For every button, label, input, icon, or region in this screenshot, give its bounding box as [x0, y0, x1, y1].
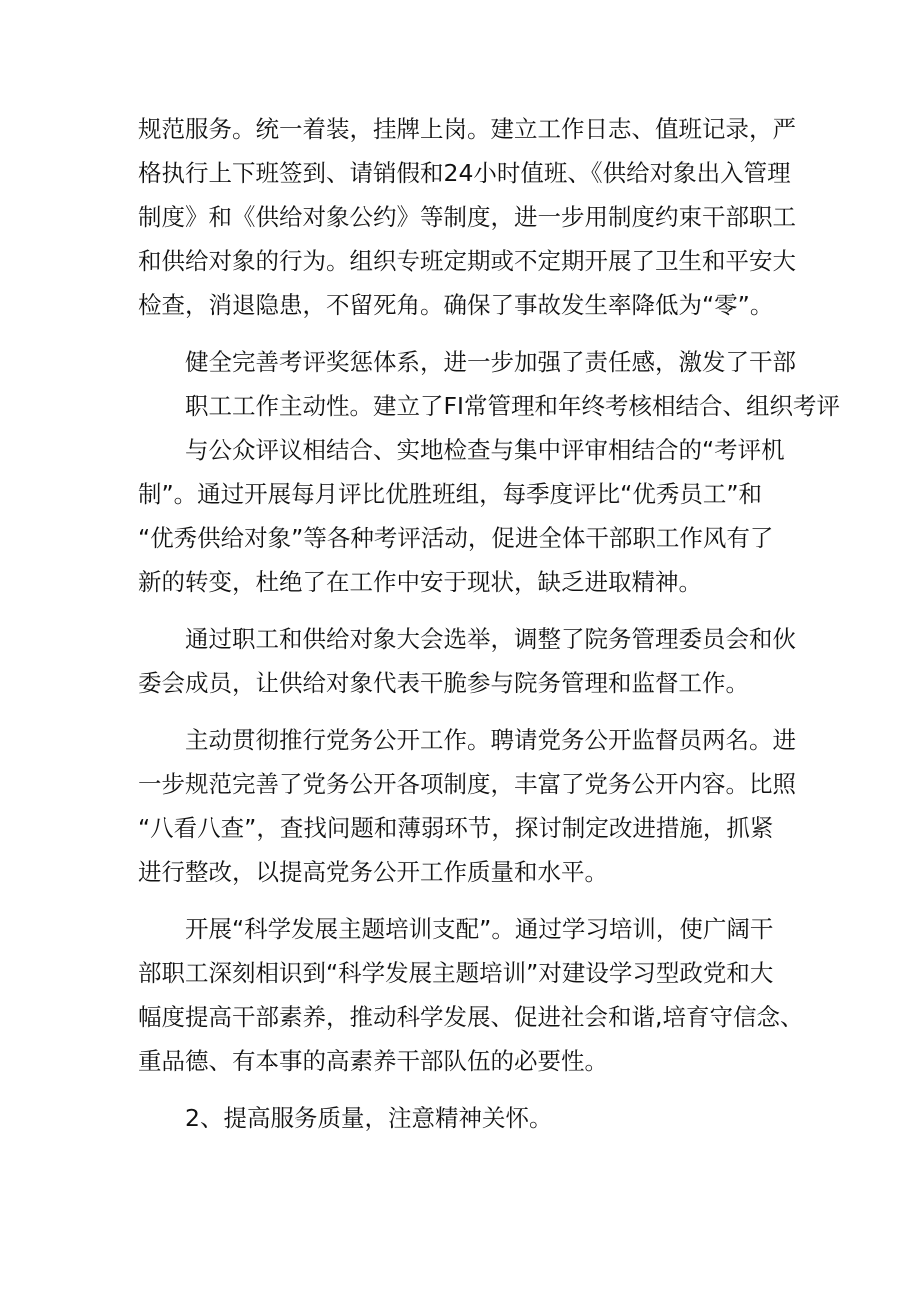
- paragraph-evaluation-system: [138, 340, 840, 604]
- text-line: 职工工作主动性。建立了FI常管理和年终考核相结合、组织考评: [185, 392, 840, 420]
- text-line: 委会成员，让供给对象代表干脆参与院务管理和监督工作。: [138, 669, 749, 697]
- text-line: 与公众评议相结合、实地检查与集中评审相结合的“考评机: [185, 436, 785, 464]
- text-line: 健全完善考评奖惩体系，进一步加强了责任感，激发了干部: [185, 348, 796, 376]
- paragraph-training: [138, 907, 804, 1083]
- text-line: 部职工深刻相识到“科学发展主题培训”对建设学习型政党和大: [138, 959, 774, 987]
- section-heading-service-quality: [138, 1096, 788, 1140]
- text-line: 主动贯彻推行党务公开工作。聘请党务公开监督员两名。进: [185, 726, 796, 754]
- text-line: 格执行上下班签到、请销假和24小时值班、《供给对象出入管理: [138, 159, 791, 187]
- text-line: “优秀供给对象”等各种考评活动，促进全体干部职工作风有了: [138, 524, 774, 552]
- text-line: 制度》和《供给对象公约》等制度，进一步用制度约束干部职工: [138, 203, 796, 231]
- text-line: 重品德、有本事的高素养干部队伍的必要性。: [138, 1047, 608, 1075]
- paragraph-election: [138, 617, 796, 705]
- text-line: 通过职工和供给对象大会选举，调整了院务管理委员会和伙: [185, 625, 796, 653]
- text-line: 规范服务。统一着装，挂牌上岗。建立工作日志、值班记录，严: [138, 115, 796, 143]
- text-line: 一步规范完善了党务公开各项制度，丰富了党务公开内容。比照: [138, 770, 796, 798]
- text-line: 幅度提高干部素养，推动科学发展、促进社会和谐,培育守信念、: [138, 1003, 804, 1031]
- text-line: “八看八查”，査找问题和薄弱环节，探讨制定改进措施，抓紧: [138, 814, 774, 842]
- text-line: 2、提高服务质量，注意精神关怀。: [185, 1104, 553, 1132]
- text-line: 检查，消退隐患，不留死角。确保了事故发生率降低为“零”。: [138, 291, 774, 319]
- text-line: 开展“科学发展主题培训支配”。通过学习培训，使广阔干: [185, 915, 774, 943]
- text-line: 制”。通过开展每月评比优胜班组，每季度评比“优秀员工”和: [138, 480, 763, 508]
- document-body: [138, 107, 840, 1140]
- paragraph-service-standards: [138, 107, 796, 327]
- paragraph-party-affairs: [138, 718, 796, 894]
- text-line: 和供给对象的行为。组织专班定期或不定期开展了卫生和平安大: [138, 247, 796, 275]
- text-line: 新的转变，杜绝了在工作中安于现状，缺乏进取精神。: [138, 568, 702, 596]
- text-line: 进行整改，以提高党务公开工作质量和水平。: [138, 858, 608, 886]
